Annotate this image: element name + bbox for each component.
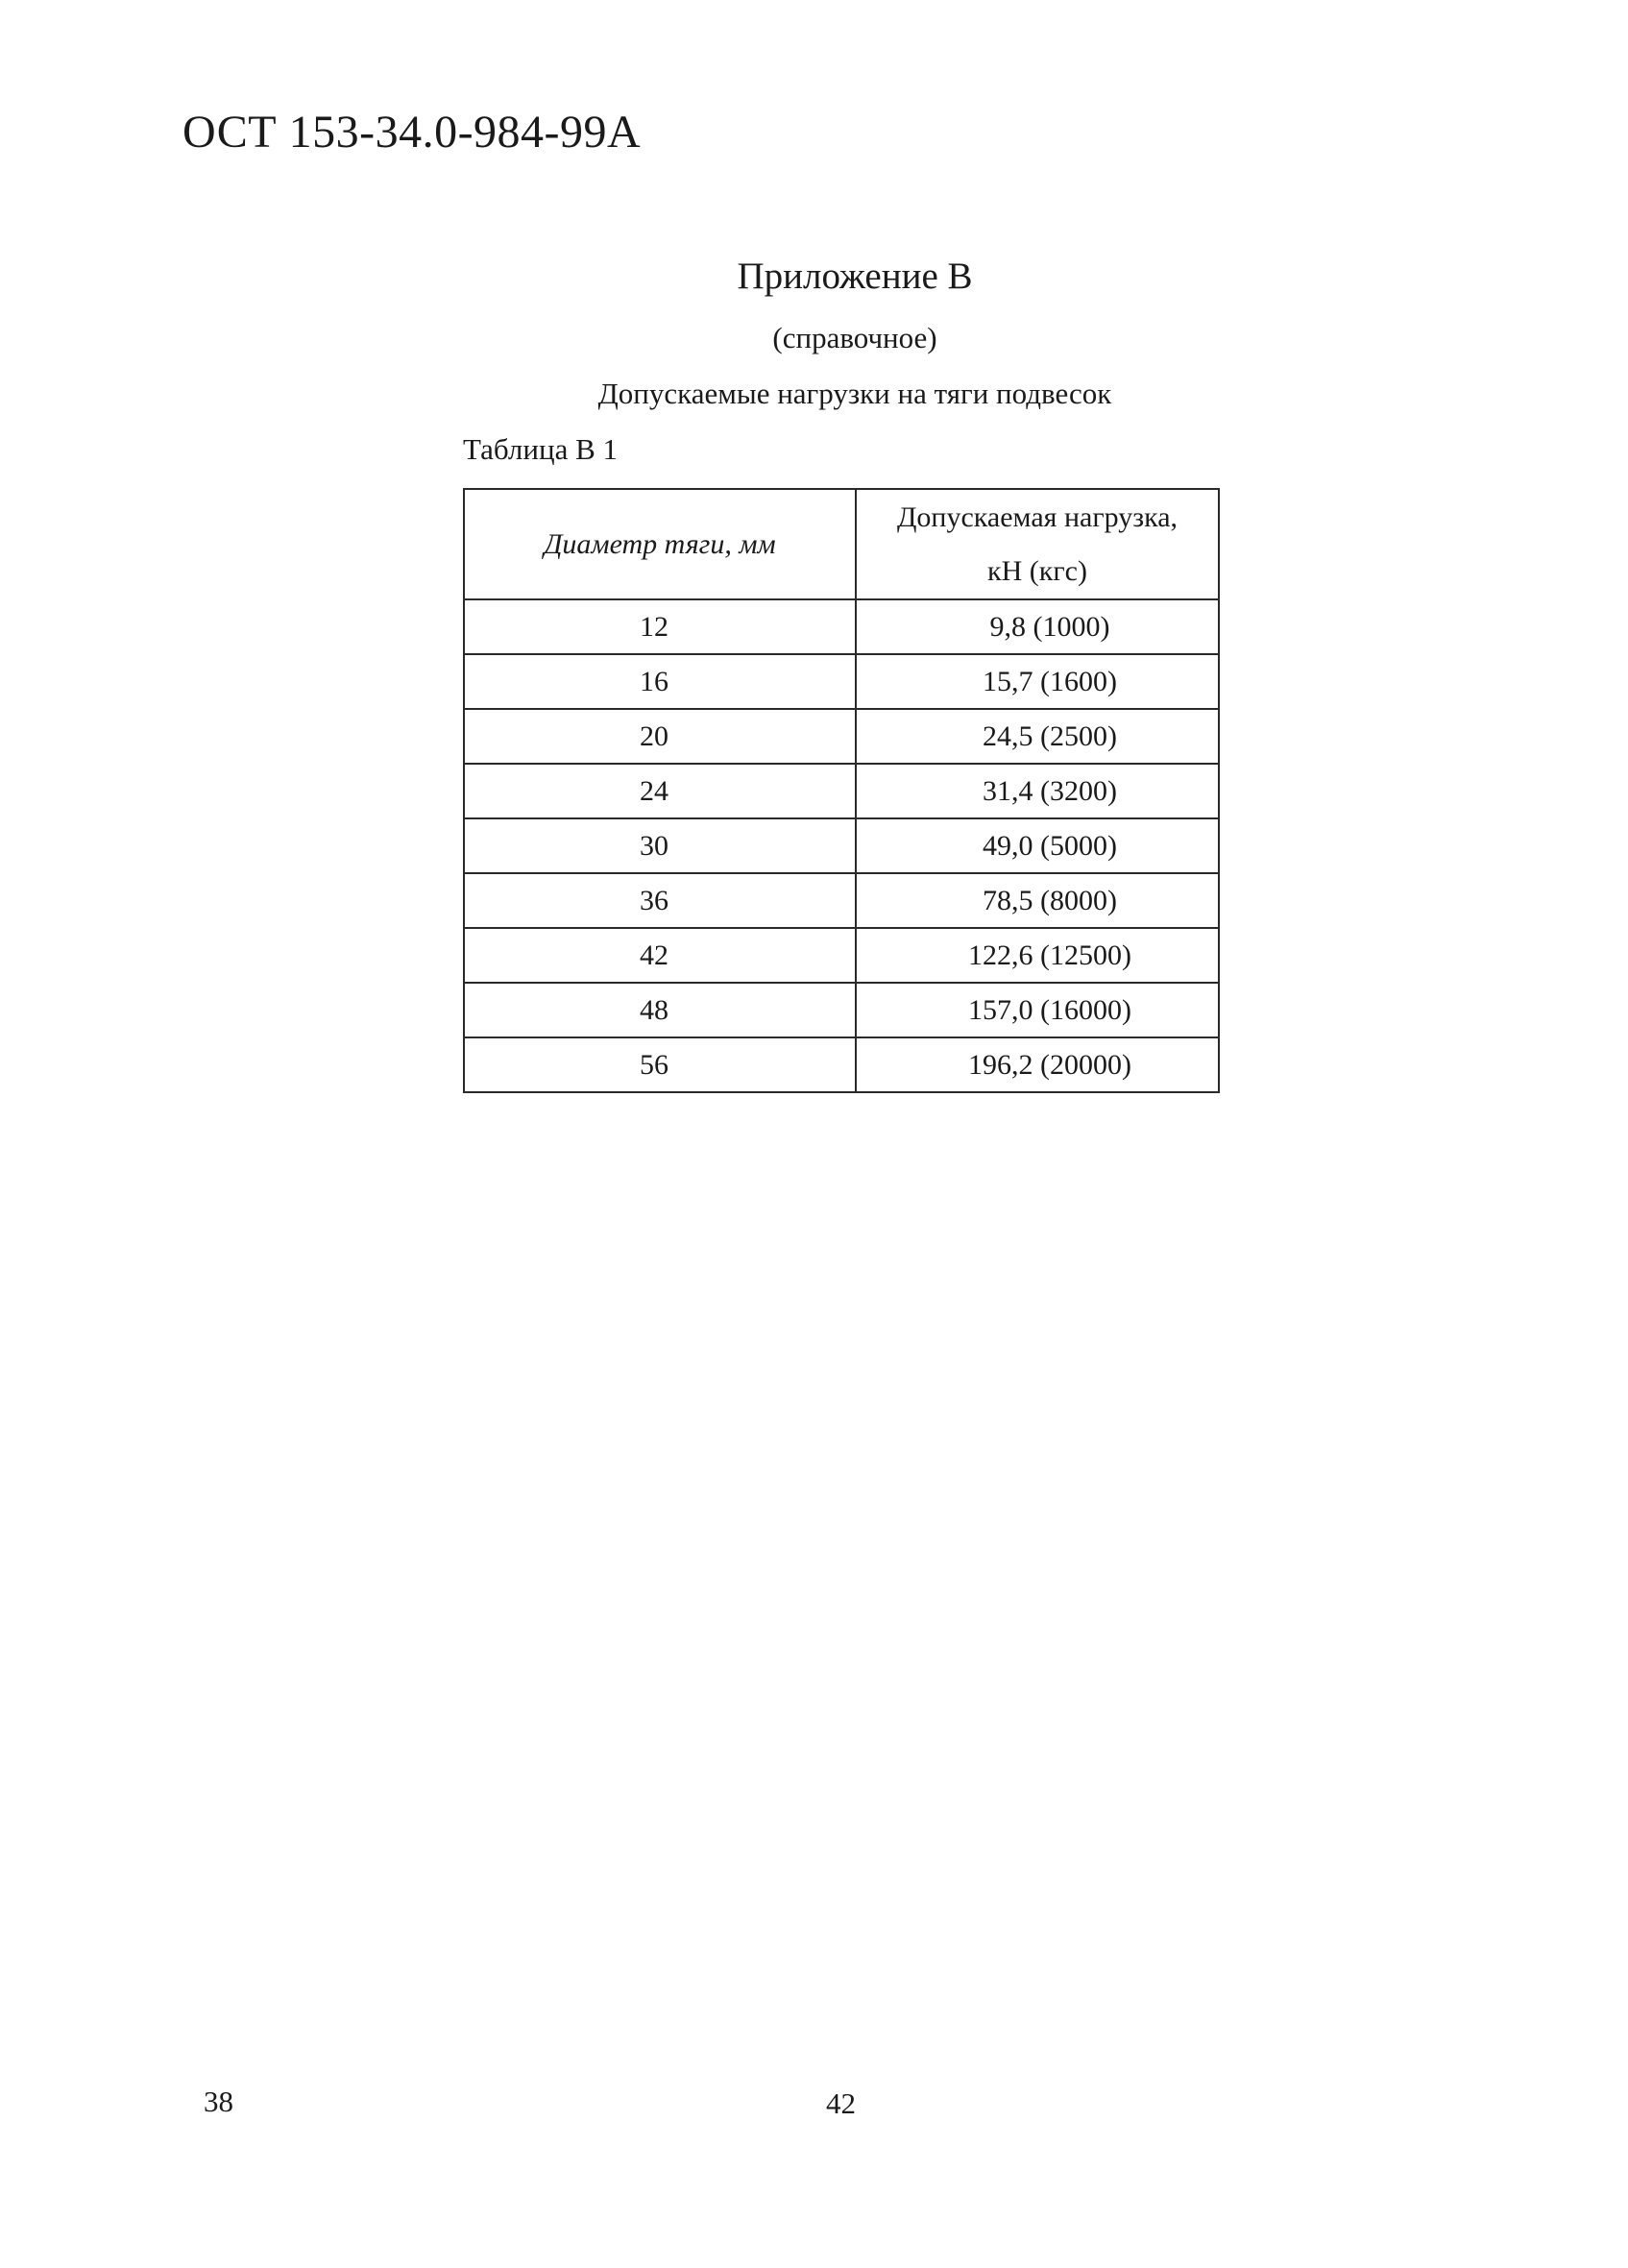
document-code: ОСТ 153-34.0-984-99А: [182, 107, 642, 158]
header-load-line2: кН (кгс): [987, 554, 1087, 587]
table-row: [464, 764, 1219, 818]
cell-load: 157,0 (16000): [856, 983, 1219, 1037]
table-row: [464, 818, 1219, 873]
table-label: Таблица В 1: [463, 432, 619, 466]
cell-diameter: 12: [464, 599, 856, 654]
header-load-line1: Допускаемая нагрузка,: [896, 500, 1178, 533]
cell-load: 122,6 (12500): [856, 928, 1219, 983]
cell-diameter: 36: [464, 873, 856, 928]
table-row: [464, 709, 1219, 764]
cell-load: 78,5 (8000): [856, 873, 1219, 928]
cell-load: 24,5 (2500): [856, 709, 1219, 764]
appendix-caption: Допускаемые нагрузки на тяги подвесок: [597, 377, 1112, 410]
cell-diameter: 24: [464, 764, 856, 818]
cell-diameter: 30: [464, 818, 856, 873]
table-row: [464, 654, 1219, 709]
cell-diameter: 56: [464, 1037, 856, 1092]
header-diameter: Диаметр тяги, мм: [464, 489, 856, 599]
table-row: [464, 599, 1219, 654]
cell-load: 196,2 (20000): [856, 1037, 1219, 1092]
cell-diameter: 48: [464, 983, 856, 1037]
cell-diameter: 20: [464, 709, 856, 764]
appendix-title: Приложение В: [737, 256, 973, 297]
table-row: [464, 873, 1219, 928]
table-row: [464, 983, 1219, 1037]
table-row: [464, 1037, 1219, 1092]
page-number-center: 42: [826, 2086, 856, 2120]
page-number-left: 38: [204, 2085, 233, 2118]
cell-diameter: 42: [464, 928, 856, 983]
table-header-row: [464, 489, 1219, 599]
appendix-subtitle: (справочное): [772, 321, 937, 354]
cell-load: 49,0 (5000): [856, 818, 1219, 873]
cell-diameter: 16: [464, 654, 856, 709]
header-load: [856, 489, 1219, 599]
load-table: [463, 488, 1220, 1093]
table-row: [464, 928, 1219, 983]
cell-load: 15,7 (1600): [856, 654, 1219, 709]
cell-load: 9,8 (1000): [856, 599, 1219, 654]
cell-load: 31,4 (3200): [856, 764, 1219, 818]
